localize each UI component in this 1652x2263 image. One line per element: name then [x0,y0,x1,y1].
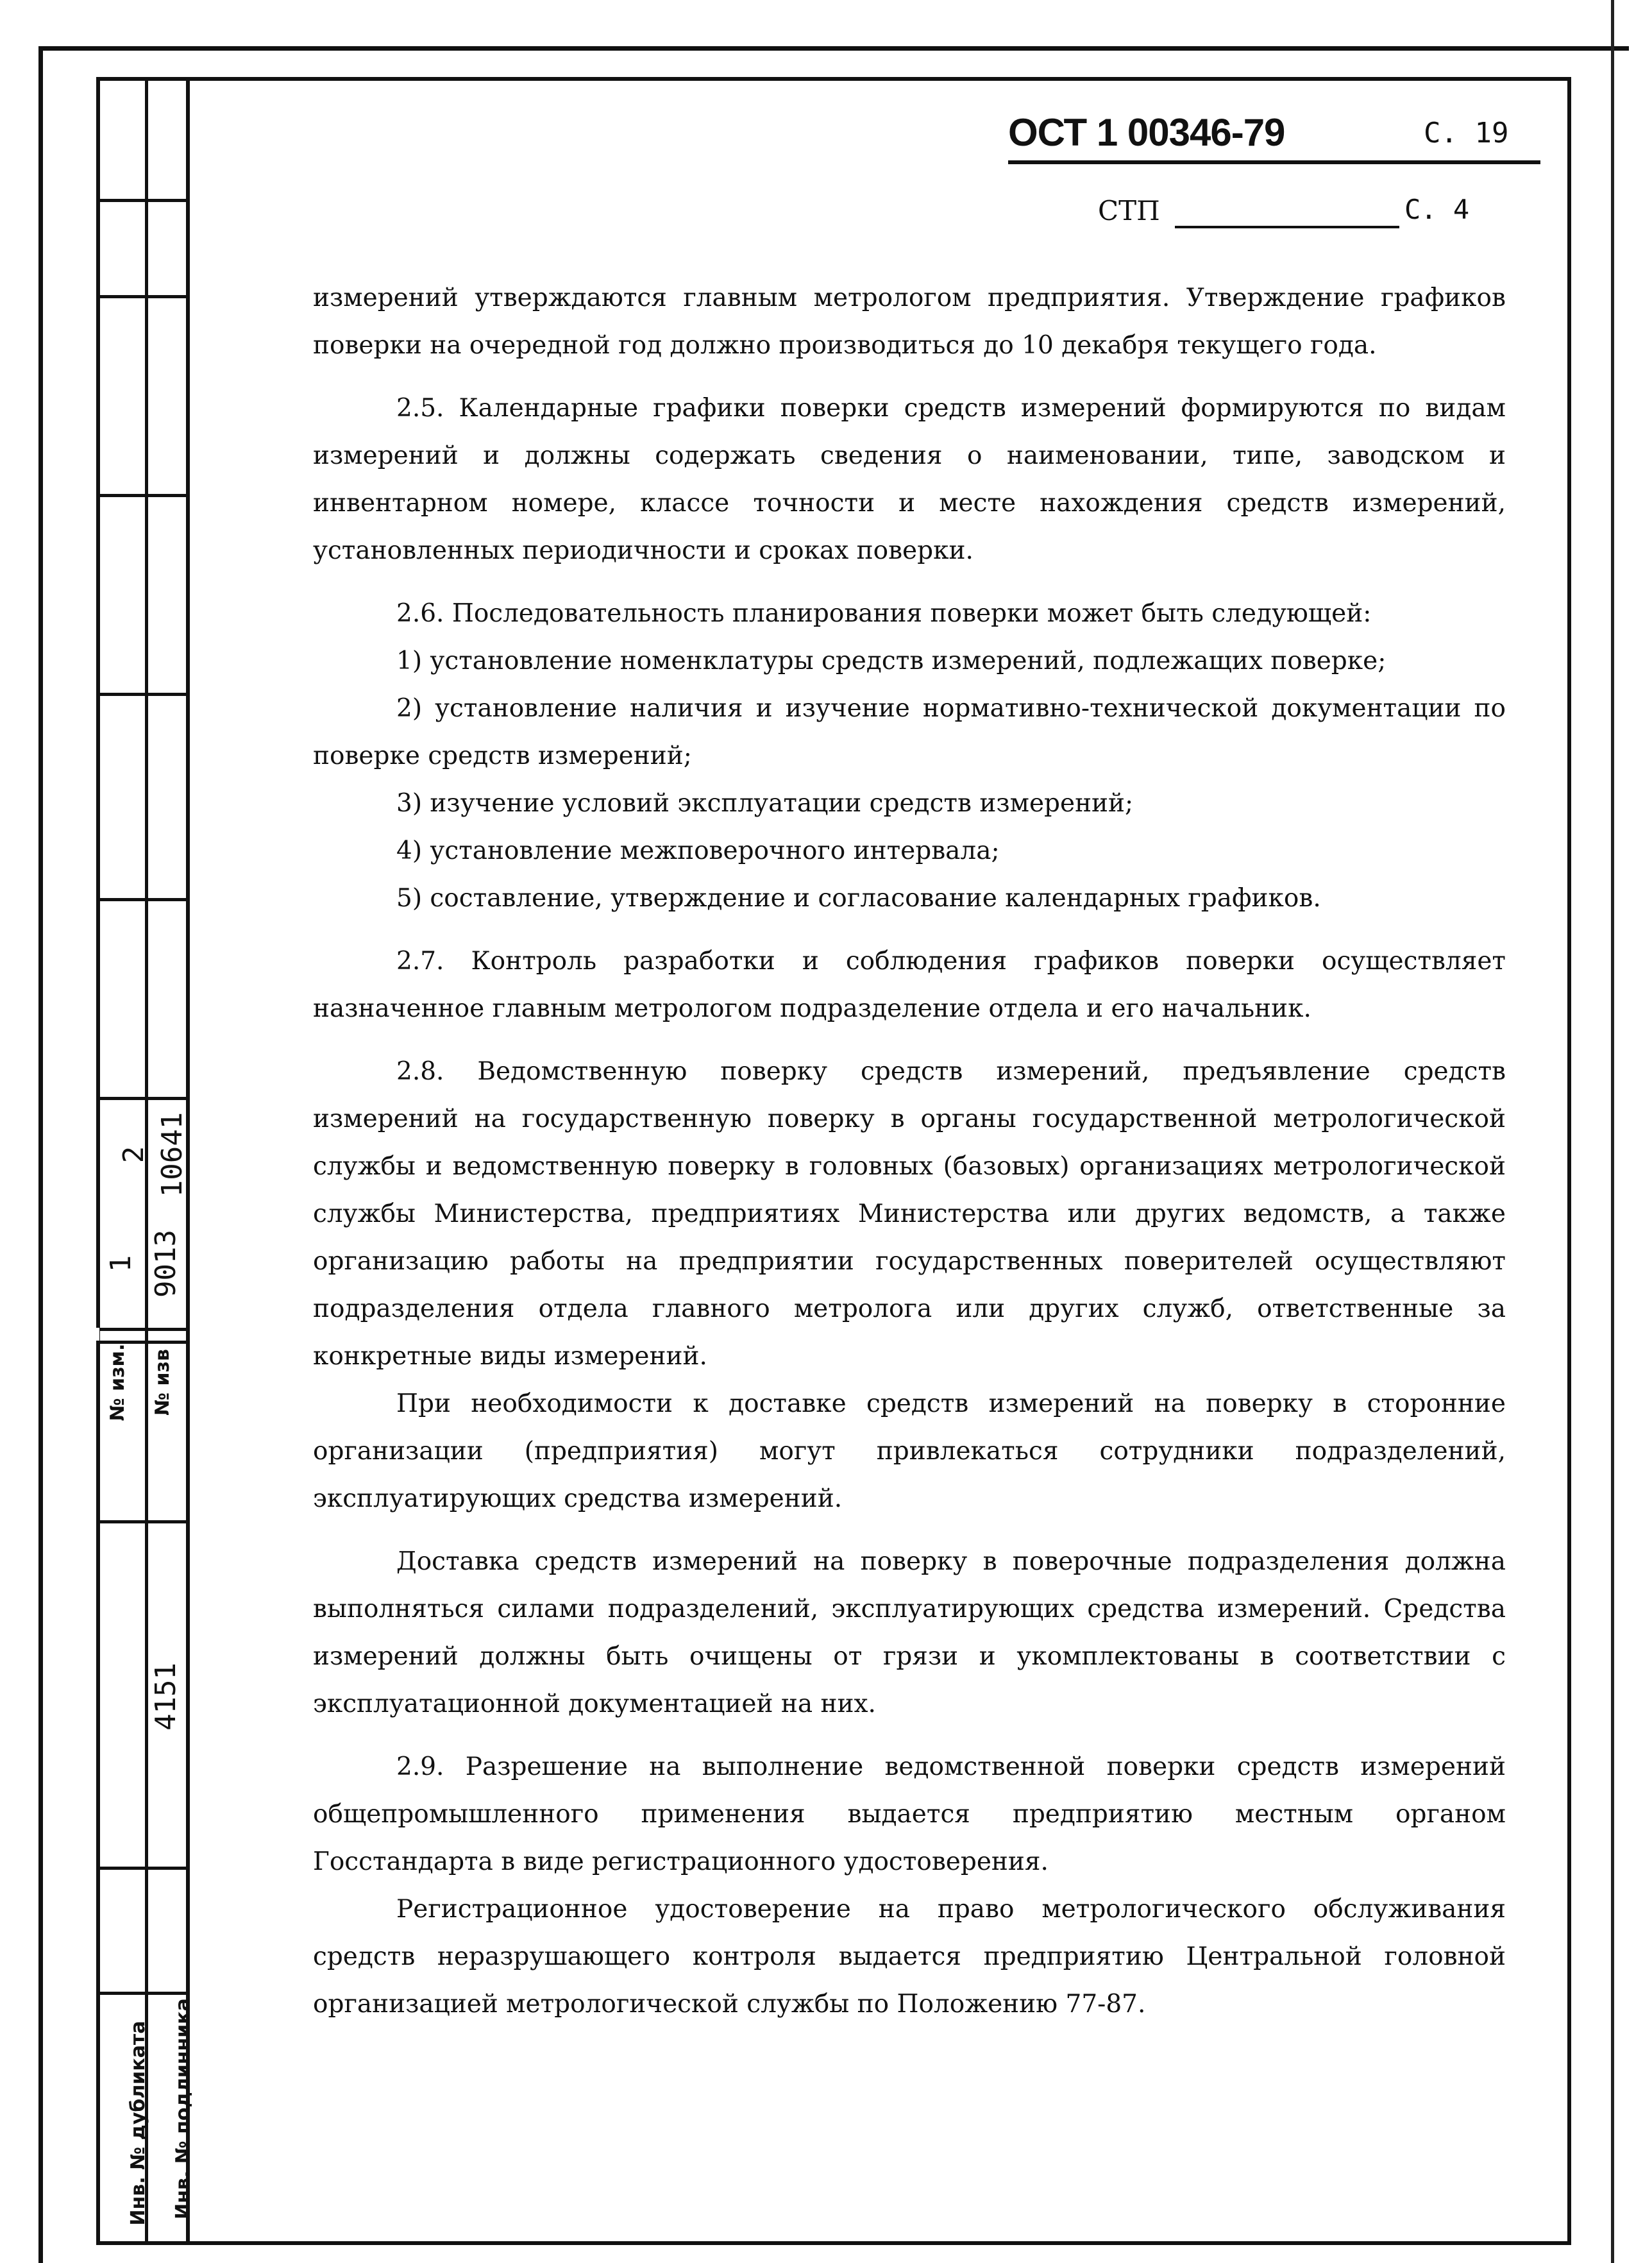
inv-original-value: 4151 [149,1663,182,1731]
paragraph-2-7: 2.7. Контроль разработки и соблюдения графиков поверки осуществляет назначенное главным метрологом подразделение отдела и его начальник. [313,947,1506,1023]
paragraph-registration: Регистрационное удостоверение на право метрологического обслуживания средств неразрушающего контроля выдается предприятию Центральной головной организацией метрологической службы по Положению 77-87. [313,1895,1506,2019]
stamp-row-line [96,1097,190,1100]
list-item-4: 4) установление межповерочного интервала; [396,836,1000,865]
stamp-row-line [96,1328,190,1331]
stamp-row-line [96,1992,190,1995]
notice-number-1: 9013 [149,1230,182,1298]
change-number-1: 1 [105,1255,137,1273]
page-number: С. 19 [1424,117,1509,149]
list-item-2: 2) установление наличия и изучение нормативно-технической документации по поверке средств измерений; [313,694,1506,770]
list-item-5: 5) составление, утверждение и согласование календарных графиков. [396,884,1321,913]
list-item-1: 1) установление номенклатуры средств измерений, подлежащих поверке; [396,647,1386,675]
change-number-2: 2 [117,1146,150,1164]
paragraph-continuation: измерений утверждаются главным метрологом предприятия. Утверждение графиков поверки на очередной год должно производиться до 10 декабря текущего года. [313,284,1506,360]
stp-label: СТП [1098,195,1160,226]
change-number-label: № изм. [106,1343,129,1421]
stamp-row-line [96,199,190,202]
stamp-gap [96,1328,99,1341]
paragraph-2-8: 2.8. Ведомственную поверку средств измерений, предъявление средств измерений на государственную поверку в органы государственной метрологической службы и ведомственную поверку в головных (базовых) организациях метрологической службы Министерства, предприятиях Министерства или других ведомств, а также организацию работы на предприятии государственных поверителей осуществляют подразделения отдела главного метролога или других служб, ответственные за конкретные виды измерений. [313,1057,1506,1371]
inv-original-label: Инв. № подлинника [172,1998,194,2219]
notice-number-2: 10641 [156,1112,189,1198]
sheet-edge-top [38,46,1629,51]
paragraph-delivery-external: При необходимости к доставке средств измерений на поверку в сторонние организации (предприятия) могут привлекаться сотрудники подразделений, эксплуатирующих средства измерений. [313,1389,1506,1513]
stamp-row-line [96,693,190,696]
stamp-row-line [96,1867,190,1870]
stamp-row-line [96,295,190,298]
notice-number-label: № изв [151,1349,174,1416]
stp-page-number: С. 4 [1404,194,1470,225]
stamp-row-line [96,1520,190,1523]
sheet-edge-left [38,46,43,2263]
stamp-row-line [96,494,190,497]
document-code-underline [1008,160,1540,164]
sheet-edge-right [1611,0,1614,2263]
inv-duplicate-label: Инв. № дубликата [127,2021,149,2226]
paragraph-2-6: 2.6. Последовательность планирования поверки может быть следующей: [396,599,1372,628]
stp-blank-line [1175,226,1399,228]
document-body [313,275,1506,2044]
paragraph-delivery-internal: Доставка средств измерений на поверку в поверочные подразделения должна выполняться силами подразделений, эксплуатирующих средства измерений. Средства измерений должны быть очищены от грязи и укомплектованы в соответствии с эксплуатационной документацией на них. [313,1547,1506,1718]
paragraph-2-5: 2.5. Календарные графики поверки средств измерений формируются по видам измерений и должны содержать сведения о наименовании, типе, заводском и инвентарном номере, классе точности и месте нахождения средств измерений, установленных периодичности и сроках поверки. [313,394,1506,565]
document-code: ОСТ 1 00346-79 [1008,111,1285,154]
stamp-row-line [96,898,190,901]
paragraph-2-9: 2.9. Разрешение на выполнение ведомственной поверки средств измерений общепромышленного применения выдается предприятию местным органом Госстандарта в виде регистрационного удостоверения. [313,1752,1506,1876]
list-item-3: 3) изучение условий эксплуатации средств измерений; [396,789,1134,818]
